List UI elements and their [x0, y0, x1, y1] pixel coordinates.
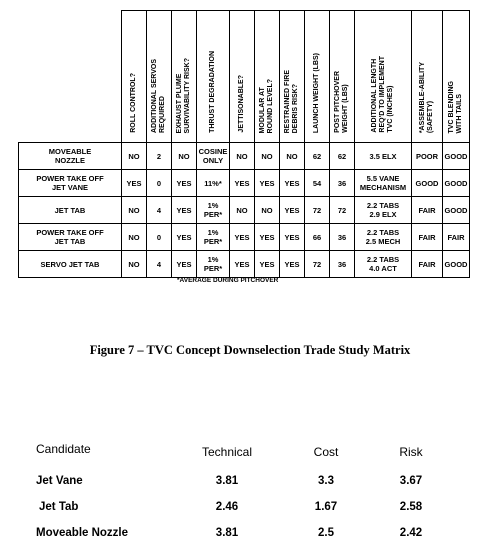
matrix-row-jet-tab	[19, 197, 470, 224]
matrix-cell: YES	[280, 170, 305, 197]
header-modular-round-level: MODULAR AT ROUND LEVEL?	[255, 11, 280, 143]
matrix-cell: 3.5 ELX	[355, 143, 412, 170]
figure-caption: Figure 7 – TVC Concept Downselection Trade Study Matrix	[89, 343, 411, 357]
row-label: POWER TAKE OFF JET TAB	[19, 224, 122, 251]
candidate-scores-table	[36, 436, 451, 546]
matrix-cell: NO	[230, 143, 255, 170]
matrix-cell: 2.2 TABS 4.0 ACT	[355, 251, 412, 278]
header-post-pitchover-weight: POST PITCHOVER WEIGHT (LBS)	[330, 11, 355, 143]
matrix-row-pto-jet-tab	[19, 224, 470, 251]
header-assemble-ability: *ASSEMBLE-ABILITY (SAFETY)	[412, 11, 443, 143]
matrix-corner	[19, 11, 122, 143]
matrix-cell: 4	[147, 197, 172, 224]
candidate-name: Jet Vane	[36, 475, 83, 487]
header-risk: Risk	[399, 445, 423, 459]
matrix-cell: 72	[305, 251, 330, 278]
header-candidate: Candidate	[36, 442, 91, 456]
header-cost: Cost	[313, 445, 339, 459]
matrix-header-row	[19, 11, 470, 143]
matrix-cell: FAIR	[443, 224, 470, 251]
matrix-row-servo-jet-tab	[19, 251, 470, 278]
matrix-cell: FAIR	[412, 251, 443, 278]
matrix-cell: YES	[280, 197, 305, 224]
cost-score: 1.67	[314, 501, 338, 513]
matrix-cell: YES	[230, 224, 255, 251]
header-thrust-degradation: THRUST DEGRADATION	[197, 11, 230, 143]
matrix-cell: GOOD	[412, 170, 443, 197]
matrix-cell: GOOD	[443, 197, 470, 224]
scores-row-jet-vane	[36, 468, 451, 494]
header-tvc-blending: TVC BLENDING WITH TAILS	[443, 11, 470, 143]
matrix-cell: 36	[330, 170, 355, 197]
matrix-cell: COSINE ONLY	[197, 143, 230, 170]
matrix-cell: NO	[255, 143, 280, 170]
matrix-cell: GOOD	[443, 143, 470, 170]
header-jettisonable: JETTISONABLE?	[230, 11, 255, 143]
matrix-cell: NO	[122, 224, 147, 251]
matrix-cell: 2.2 TABS 2.9 ELX	[355, 197, 412, 224]
matrix-cell: 66	[305, 224, 330, 251]
matrix-cell: 1% PER*	[197, 197, 230, 224]
matrix-cell: 5.5 VANE MECHANISM	[355, 170, 412, 197]
header-additional-length: ADDITIONAL LENGTH REQ'D TO IMPLEMENT TVC (INCHES)	[355, 11, 412, 143]
matrix-cell: 11%*	[197, 170, 230, 197]
technical-score: 3.81	[215, 527, 239, 539]
matrix-row-moveable-nozzle	[19, 143, 470, 170]
matrix-cell: 4	[147, 251, 172, 278]
matrix-footnote: *AVERAGE DURING PITCHOVER	[177, 277, 279, 284]
technical-score: 3.81	[215, 475, 239, 487]
matrix-cell: YES	[172, 224, 197, 251]
matrix-cell: YES	[172, 170, 197, 197]
risk-score: 3.67	[399, 475, 423, 487]
matrix-cell: NO	[122, 251, 147, 278]
matrix-cell: FAIR	[412, 197, 443, 224]
matrix-cell: YES	[172, 197, 197, 224]
matrix-cell: NO	[230, 197, 255, 224]
candidate-name: Jet Tab	[39, 501, 79, 513]
matrix-cell: 2	[147, 143, 172, 170]
scores-header-row	[36, 436, 451, 468]
row-label: MOVEABLE NOZZLE	[19, 143, 122, 170]
header-technical: Technical	[201, 445, 253, 459]
candidate-name: Moveable Nozzle	[36, 527, 129, 539]
matrix-cell: 0	[147, 170, 172, 197]
cost-score: 2.5	[318, 527, 334, 539]
matrix-cell: YES	[255, 251, 280, 278]
row-label: SERVO JET TAB	[19, 251, 122, 278]
header-launch-weight: LAUNCH WEIGHT (LBS)	[305, 11, 330, 143]
matrix-cell: 72	[330, 197, 355, 224]
header-restrained-fire-debris: RESTRAINED FIRE DEBRIS RISK?	[280, 11, 305, 143]
scores-row-moveable-nozzle	[36, 520, 451, 546]
matrix-cell: YES	[172, 251, 197, 278]
matrix-cell: YES	[280, 251, 305, 278]
matrix-cell: 0	[147, 224, 172, 251]
matrix-cell: 62	[305, 143, 330, 170]
row-label: JET TAB	[19, 197, 122, 224]
matrix-cell: NO	[255, 197, 280, 224]
matrix-cell: YES	[255, 170, 280, 197]
matrix-cell: NO	[122, 143, 147, 170]
matrix-cell: GOOD	[443, 251, 470, 278]
risk-score: 2.42	[399, 527, 423, 539]
matrix-cell: 2.2 TABS 2.5 MECH	[355, 224, 412, 251]
matrix-cell: 36	[330, 251, 355, 278]
matrix-cell: NO	[122, 197, 147, 224]
technical-score: 2.46	[215, 501, 239, 513]
matrix-cell: YES	[230, 251, 255, 278]
matrix-cell: YES	[122, 170, 147, 197]
risk-score: 2.58	[399, 501, 423, 513]
matrix-cell: 1% PER*	[197, 224, 230, 251]
matrix-cell: FAIR	[412, 224, 443, 251]
matrix-row-pto-jet-vane	[19, 170, 470, 197]
scores-row-jet-tab	[36, 494, 451, 520]
header-additional-servos: ADDITIONAL SERVOS REQUIRED	[147, 11, 172, 143]
matrix-cell: POOR	[412, 143, 443, 170]
matrix-cell: YES	[230, 170, 255, 197]
matrix-cell: 1% PER*	[197, 251, 230, 278]
cost-score: 3.3	[318, 475, 334, 487]
matrix-cell: 72	[305, 197, 330, 224]
header-exhaust-plume-risk: EXHAUST PLUME SURVIVABILITY RISK?	[172, 11, 197, 143]
matrix-cell: 54	[305, 170, 330, 197]
matrix-cell: 36	[330, 224, 355, 251]
trade-study-matrix	[18, 10, 470, 278]
header-roll-control: ROLL CONTROL?	[122, 11, 147, 143]
matrix-cell: YES	[255, 224, 280, 251]
matrix-cell: YES	[280, 224, 305, 251]
matrix-cell: 62	[330, 143, 355, 170]
row-label: POWER TAKE OFF JET VANE	[19, 170, 122, 197]
matrix-cell: GOOD	[443, 170, 470, 197]
matrix-cell: NO	[172, 143, 197, 170]
matrix-cell: NO	[280, 143, 305, 170]
